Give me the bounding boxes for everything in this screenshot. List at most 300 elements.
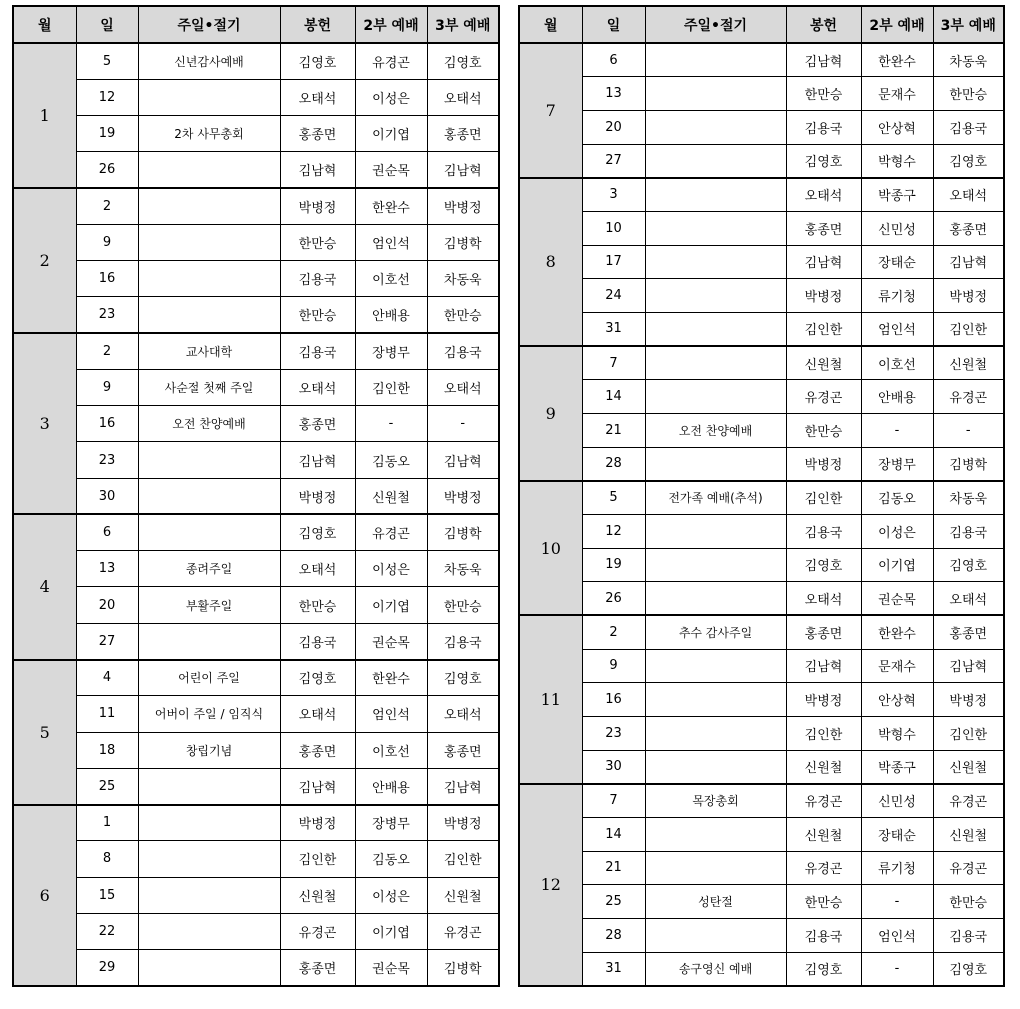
day-cell: 2: [582, 615, 645, 649]
event-cell: [645, 110, 786, 144]
service3-cell: 오태석: [933, 582, 1004, 616]
service3-cell: 차동욱: [933, 43, 1004, 77]
table-row: [13, 224, 499, 260]
day-cell: 20: [76, 587, 138, 623]
table-row: [519, 817, 1004, 851]
service2-cell: -: [861, 413, 933, 447]
service3-cell: 유경곤: [427, 913, 499, 949]
service2-cell: 엄인석: [861, 918, 933, 952]
offering-cell: 신원철: [786, 817, 861, 851]
event-cell: [645, 851, 786, 885]
table-row: [13, 623, 499, 659]
day-cell: 16: [76, 261, 138, 297]
offering-cell: 박병정: [280, 478, 355, 514]
service2-cell: 신민성: [861, 784, 933, 818]
service2-cell: 이성은: [355, 551, 427, 587]
service3-cell: 김병학: [933, 447, 1004, 481]
service2-cell: 권순목: [355, 950, 427, 986]
day-cell: 13: [76, 551, 138, 587]
service3-cell: 신원철: [933, 817, 1004, 851]
service3-cell: -: [427, 406, 499, 442]
service3-cell: 김용국: [933, 514, 1004, 548]
table-row: [519, 750, 1004, 784]
header-service-2: 2부 예배: [355, 6, 427, 43]
day-cell: 6: [582, 43, 645, 77]
offering-cell: 김남혁: [280, 768, 355, 804]
table-row: [519, 514, 1004, 548]
event-cell: [645, 548, 786, 582]
table-row: [13, 79, 499, 115]
header-row: [519, 6, 1004, 43]
service3-cell: 김영호: [933, 548, 1004, 582]
event-cell: [138, 442, 280, 478]
service2-cell: 이기엽: [355, 116, 427, 152]
day-cell: 26: [582, 582, 645, 616]
day-cell: 6: [76, 514, 138, 550]
day-cell: 18: [76, 732, 138, 768]
service3-cell: 차동욱: [427, 261, 499, 297]
offering-cell: 박병정: [786, 683, 861, 717]
day-cell: 21: [582, 851, 645, 885]
event-cell: [645, 447, 786, 481]
event-cell: 어린이 주일: [138, 660, 280, 696]
month-cell: 8: [519, 178, 582, 346]
month-cell: 6: [13, 805, 76, 986]
offering-cell: 김용국: [786, 514, 861, 548]
service2-cell: 문재수: [861, 649, 933, 683]
offering-cell: 김남혁: [786, 43, 861, 77]
service3-cell: 김남혁: [933, 649, 1004, 683]
event-cell: 신년감사예배: [138, 43, 280, 79]
right-table-body: [519, 43, 1004, 986]
service3-cell: 김인한: [933, 312, 1004, 346]
header-service-3: 3부 예배: [933, 6, 1004, 43]
event-cell: 성탄절: [645, 885, 786, 919]
offering-cell: 한만승: [280, 297, 355, 333]
day-cell: 30: [582, 750, 645, 784]
table-row: [13, 514, 499, 550]
day-cell: 14: [582, 817, 645, 851]
header-event: 주일•절기: [645, 6, 786, 43]
service3-cell: 김병학: [427, 224, 499, 260]
service3-cell: 오태석: [427, 79, 499, 115]
service2-cell: 박형수: [861, 144, 933, 178]
service3-cell: 신원철: [933, 750, 1004, 784]
day-cell: 25: [76, 768, 138, 804]
table-row: [519, 178, 1004, 212]
event-cell: 창립기념: [138, 732, 280, 768]
header-service-2: 2부 예배: [861, 6, 933, 43]
service3-cell: 박병정: [427, 805, 499, 841]
service3-cell: 홍종면: [427, 732, 499, 768]
table-row: [519, 211, 1004, 245]
offering-cell: 김용국: [786, 110, 861, 144]
event-cell: [138, 623, 280, 659]
day-cell: 1: [76, 805, 138, 841]
offering-cell: 홍종면: [280, 732, 355, 768]
header-offering: 봉헌: [280, 6, 355, 43]
event-cell: [645, 750, 786, 784]
offering-cell: 김인한: [280, 841, 355, 877]
event-cell: [645, 716, 786, 750]
day-cell: 27: [582, 144, 645, 178]
table-row: [519, 851, 1004, 885]
event-cell: [645, 582, 786, 616]
service2-cell: 장병무: [355, 805, 427, 841]
event-cell: [645, 817, 786, 851]
service3-cell: 김영호: [933, 144, 1004, 178]
event-cell: 오전 찬양예배: [138, 406, 280, 442]
offering-cell: 박병정: [280, 188, 355, 224]
day-cell: 4: [76, 660, 138, 696]
service2-cell: 한완수: [861, 43, 933, 77]
service3-cell: 김남혁: [427, 768, 499, 804]
offering-cell: 오태석: [786, 178, 861, 212]
day-cell: 12: [76, 79, 138, 115]
offering-cell: 신원철: [786, 750, 861, 784]
offering-cell: 유경곤: [786, 380, 861, 414]
table-row: [519, 918, 1004, 952]
day-cell: 14: [582, 380, 645, 414]
day-cell: 23: [76, 442, 138, 478]
month-cell: 4: [13, 514, 76, 659]
service3-cell: 김남혁: [427, 152, 499, 188]
event-cell: [645, 279, 786, 313]
table-row: [519, 447, 1004, 481]
event-cell: [138, 768, 280, 804]
service2-cell: 유경곤: [355, 514, 427, 550]
service3-cell: 차동욱: [427, 551, 499, 587]
service3-cell: 김인한: [427, 841, 499, 877]
offering-cell: 김남혁: [786, 649, 861, 683]
day-cell: 17: [582, 245, 645, 279]
service2-cell: 장병무: [861, 447, 933, 481]
day-cell: 5: [76, 43, 138, 79]
service3-cell: 김인한: [933, 716, 1004, 750]
service2-cell: 류기청: [861, 851, 933, 885]
service2-cell: 문재수: [861, 77, 933, 111]
offering-cell: 한만승: [786, 77, 861, 111]
header-day: 일: [582, 6, 645, 43]
offering-cell: 한만승: [280, 587, 355, 623]
day-cell: 19: [76, 116, 138, 152]
day-cell: 7: [582, 346, 645, 380]
event-cell: [645, 211, 786, 245]
table-row: [519, 952, 1004, 986]
day-cell: 9: [76, 369, 138, 405]
month-cell: 5: [13, 660, 76, 805]
day-cell: 10: [582, 211, 645, 245]
service2-cell: 김동오: [861, 481, 933, 515]
event-cell: [138, 79, 280, 115]
month-cell: 7: [519, 43, 582, 178]
service2-cell: 류기청: [861, 279, 933, 313]
service3-cell: 박병정: [427, 188, 499, 224]
event-cell: [138, 478, 280, 514]
offering-cell: 오태석: [786, 582, 861, 616]
service2-cell: 엄인석: [355, 224, 427, 260]
service3-cell: 김남혁: [933, 245, 1004, 279]
header-event: 주일•절기: [138, 6, 280, 43]
table-row: [519, 110, 1004, 144]
offering-cell: 김영호: [280, 514, 355, 550]
service3-cell: 김용국: [427, 333, 499, 369]
event-cell: [138, 950, 280, 986]
event-cell: [645, 380, 786, 414]
day-cell: 30: [76, 478, 138, 514]
service2-cell: 한완수: [355, 188, 427, 224]
service3-cell: 한만승: [427, 297, 499, 333]
offering-cell: 김인한: [786, 481, 861, 515]
event-cell: 목장총회: [645, 784, 786, 818]
table-row: [519, 346, 1004, 380]
header-month: 월: [13, 6, 76, 43]
service2-cell: 장태순: [861, 245, 933, 279]
month-cell: 3: [13, 333, 76, 514]
service2-cell: 신민성: [861, 211, 933, 245]
offering-cell: 유경곤: [786, 784, 861, 818]
day-cell: 13: [582, 77, 645, 111]
service2-cell: 장병무: [355, 333, 427, 369]
event-cell: [645, 245, 786, 279]
table-row: [519, 784, 1004, 818]
service2-cell: 한완수: [861, 615, 933, 649]
offering-cell: 김용국: [786, 918, 861, 952]
offering-cell: 김용국: [280, 333, 355, 369]
table-row: [519, 77, 1004, 111]
offering-cell: 김용국: [280, 261, 355, 297]
table-row: [13, 406, 499, 442]
table-row: [13, 732, 499, 768]
month-cell: 11: [519, 615, 582, 783]
day-cell: 16: [76, 406, 138, 442]
service2-cell: 박형수: [861, 716, 933, 750]
day-cell: 20: [582, 110, 645, 144]
event-cell: [645, 649, 786, 683]
service3-cell: 한만승: [427, 587, 499, 623]
day-cell: 26: [76, 152, 138, 188]
day-cell: 9: [582, 649, 645, 683]
table-row: [13, 877, 499, 913]
event-cell: [645, 144, 786, 178]
offering-cell: 오태석: [280, 369, 355, 405]
day-cell: 2: [76, 188, 138, 224]
table-row: [519, 582, 1004, 616]
service3-cell: 유경곤: [933, 784, 1004, 818]
table-row: [13, 333, 499, 369]
service2-cell: 이기엽: [355, 913, 427, 949]
offering-cell: 신원철: [280, 877, 355, 913]
service3-cell: 김영호: [427, 660, 499, 696]
offering-cell: 한만승: [786, 885, 861, 919]
service2-cell: 박종구: [861, 178, 933, 212]
header-row: [13, 6, 499, 43]
offering-cell: 한만승: [280, 224, 355, 260]
service3-cell: 유경곤: [933, 851, 1004, 885]
day-cell: 12: [582, 514, 645, 548]
table-row: [13, 261, 499, 297]
month-cell: 12: [519, 784, 582, 986]
offering-cell: 신원철: [786, 346, 861, 380]
table-row: [13, 768, 499, 804]
day-cell: 31: [582, 952, 645, 986]
offering-cell: 유경곤: [786, 851, 861, 885]
service3-cell: 신원철: [427, 877, 499, 913]
event-cell: [138, 188, 280, 224]
header-month: 월: [519, 6, 582, 43]
day-cell: 19: [582, 548, 645, 582]
day-cell: 25: [582, 885, 645, 919]
service3-cell: 홍종면: [933, 211, 1004, 245]
offering-cell: 유경곤: [280, 913, 355, 949]
service2-cell: -: [861, 952, 933, 986]
service2-cell: 한완수: [355, 660, 427, 696]
offering-cell: 오태석: [280, 79, 355, 115]
event-cell: [645, 178, 786, 212]
service2-cell: 권순목: [355, 623, 427, 659]
service2-cell: 장태순: [861, 817, 933, 851]
service3-cell: 오태석: [933, 178, 1004, 212]
service2-cell: 안배용: [355, 768, 427, 804]
offering-cell: 김남혁: [786, 245, 861, 279]
table-row: [519, 548, 1004, 582]
day-cell: 2: [76, 333, 138, 369]
offering-cell: 홍종면: [786, 211, 861, 245]
service2-cell: 이성은: [861, 514, 933, 548]
event-cell: [645, 683, 786, 717]
service2-cell: 이호선: [355, 261, 427, 297]
event-cell: 부활주일: [138, 587, 280, 623]
day-cell: 23: [76, 297, 138, 333]
event-cell: [138, 261, 280, 297]
event-cell: [645, 514, 786, 548]
service2-cell: 엄인석: [861, 312, 933, 346]
service2-cell: 유경곤: [355, 43, 427, 79]
day-cell: 16: [582, 683, 645, 717]
day-cell: 5: [582, 481, 645, 515]
offering-cell: 김영호: [786, 952, 861, 986]
offering-cell: 김영호: [280, 43, 355, 79]
table-row: [519, 885, 1004, 919]
table-row: [13, 43, 499, 79]
table-row: [519, 481, 1004, 515]
event-cell: 사순절 첫째 주일: [138, 369, 280, 405]
day-cell: 15: [76, 877, 138, 913]
month-cell: 2: [13, 188, 76, 333]
service3-cell: 김남혁: [427, 442, 499, 478]
offering-cell: 김인한: [786, 312, 861, 346]
event-cell: [645, 43, 786, 77]
table-row: [519, 43, 1004, 77]
offering-cell: 김용국: [280, 623, 355, 659]
service2-cell: -: [355, 406, 427, 442]
event-cell: [138, 224, 280, 260]
event-cell: 교사대학: [138, 333, 280, 369]
service2-cell: 안배용: [861, 380, 933, 414]
service2-cell: 이기엽: [861, 548, 933, 582]
table-row: [519, 413, 1004, 447]
offering-cell: 박병정: [280, 805, 355, 841]
service3-cell: 박병정: [933, 279, 1004, 313]
event-cell: [138, 913, 280, 949]
table-row: [519, 245, 1004, 279]
table-row: [13, 805, 499, 841]
offering-cell: 오태석: [280, 551, 355, 587]
offering-cell: 박병정: [786, 447, 861, 481]
service2-cell: 엄인석: [355, 696, 427, 732]
table-row: [519, 649, 1004, 683]
service3-cell: 오태석: [427, 369, 499, 405]
day-cell: 27: [76, 623, 138, 659]
service3-cell: 김병학: [427, 514, 499, 550]
service2-cell: 이기엽: [355, 587, 427, 623]
offering-cell: 오태석: [280, 696, 355, 732]
service3-cell: 한만승: [933, 885, 1004, 919]
day-cell: 28: [582, 918, 645, 952]
service2-cell: 김동오: [355, 442, 427, 478]
service2-cell: 안상혁: [861, 683, 933, 717]
offering-cell: 김영호: [786, 144, 861, 178]
service3-cell: 김용국: [933, 110, 1004, 144]
event-cell: [138, 297, 280, 333]
offering-cell: 홍종면: [280, 406, 355, 442]
header-offering: 봉헌: [786, 6, 861, 43]
table-row: [519, 380, 1004, 414]
service3-cell: 김영호: [427, 43, 499, 79]
day-cell: 21: [582, 413, 645, 447]
service2-cell: 이호선: [355, 732, 427, 768]
service3-cell: 홍종면: [427, 116, 499, 152]
offering-cell: 홍종면: [786, 615, 861, 649]
service3-cell: 박병정: [933, 683, 1004, 717]
table-row: [13, 660, 499, 696]
left-table-body: [13, 43, 499, 986]
table-row: [13, 369, 499, 405]
month-cell: 10: [519, 481, 582, 616]
service3-cell: 김용국: [427, 623, 499, 659]
day-cell: 11: [76, 696, 138, 732]
day-cell: 3: [582, 178, 645, 212]
service3-cell: 김병학: [427, 950, 499, 986]
day-cell: 28: [582, 447, 645, 481]
day-cell: 23: [582, 716, 645, 750]
table-row: [13, 841, 499, 877]
event-cell: 종려주일: [138, 551, 280, 587]
service3-cell: 차동욱: [933, 481, 1004, 515]
service3-cell: 신원철: [933, 346, 1004, 380]
day-cell: 24: [582, 279, 645, 313]
offering-cell: 김인한: [786, 716, 861, 750]
event-cell: [645, 918, 786, 952]
month-cell: 9: [519, 346, 582, 481]
event-cell: 추수 감사주일: [645, 615, 786, 649]
offering-cell: 박병정: [786, 279, 861, 313]
event-cell: [645, 346, 786, 380]
service2-cell: 김동오: [355, 841, 427, 877]
event-cell: [138, 841, 280, 877]
event-cell: [138, 805, 280, 841]
offering-cell: 김남혁: [280, 152, 355, 188]
month-cell: 1: [13, 43, 76, 188]
service3-cell: 오태석: [427, 696, 499, 732]
service3-cell: 김용국: [933, 918, 1004, 952]
table-row: [13, 551, 499, 587]
table-row: [13, 297, 499, 333]
event-cell: 어버이 주일 / 임직식: [138, 696, 280, 732]
service2-cell: 이호선: [861, 346, 933, 380]
service2-cell: 권순목: [861, 582, 933, 616]
table-row: [13, 442, 499, 478]
